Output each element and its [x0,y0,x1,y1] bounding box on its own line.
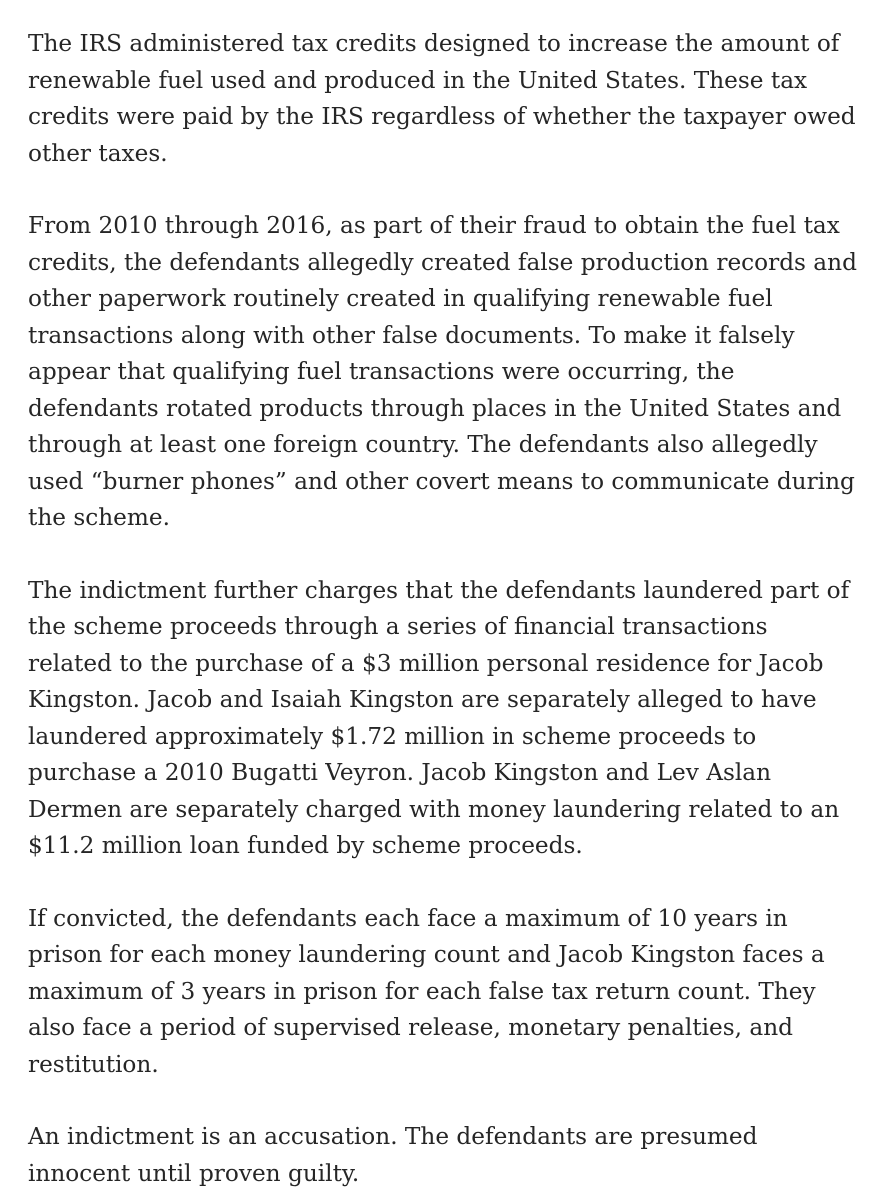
paragraph-presumed-innocent: An indictment is an accusation. The defendants are presumed innocent until proven guilty. [28,1123,758,1187]
paragraph-fraud-scheme: From 2010 through 2016, as part of their fraud to obtain the fuel tax credits, the defendants allegedly created false production records and other paperwork routinely created in qualifying renewable fuel transactions along with other false documents. To make it falsely appear that qualifying fuel transactions were occurring, the defendants rotated products through places in the United States and through at least one foreign country. The defendants also allegedly used “burner phones” and other covert means to communicate during the scheme. [28,212,857,531]
paragraph-money-laundering: The indictment further charges that the defendants laundered part of the scheme proceeds through a series of financial transactions related to the purchase of a $3 million personal residence for Jacob Kingston. Jacob and Isaiah Kingston are separately alleged to have laundered approximately $1.72 million in scheme proceeds to purchase a 2010 Bugatti Veyron. Jacob Kingston and Lev Aslan Dermen are separately charged with money laundering related to an $11.2 million loan funded by scheme proceeds. [28,576,850,859]
article-body [28,26,858,1192]
paragraph-irs-tax-credits: The IRS administered tax credits designed to increase the amount of renewable fuel used and produced in the United States. These tax credits were paid by the IRS regardless of whether the taxpayer owed other taxes. [28,30,856,167]
paragraph-penalties: If convicted, the defendants each face a maximum of 10 years in prison for each money laundering count and Jacob Kingston faces a maximum of 3 years in prison for each false tax return count. They also face a period of supervised release, monetary penalties, and restitution. [28,904,825,1078]
